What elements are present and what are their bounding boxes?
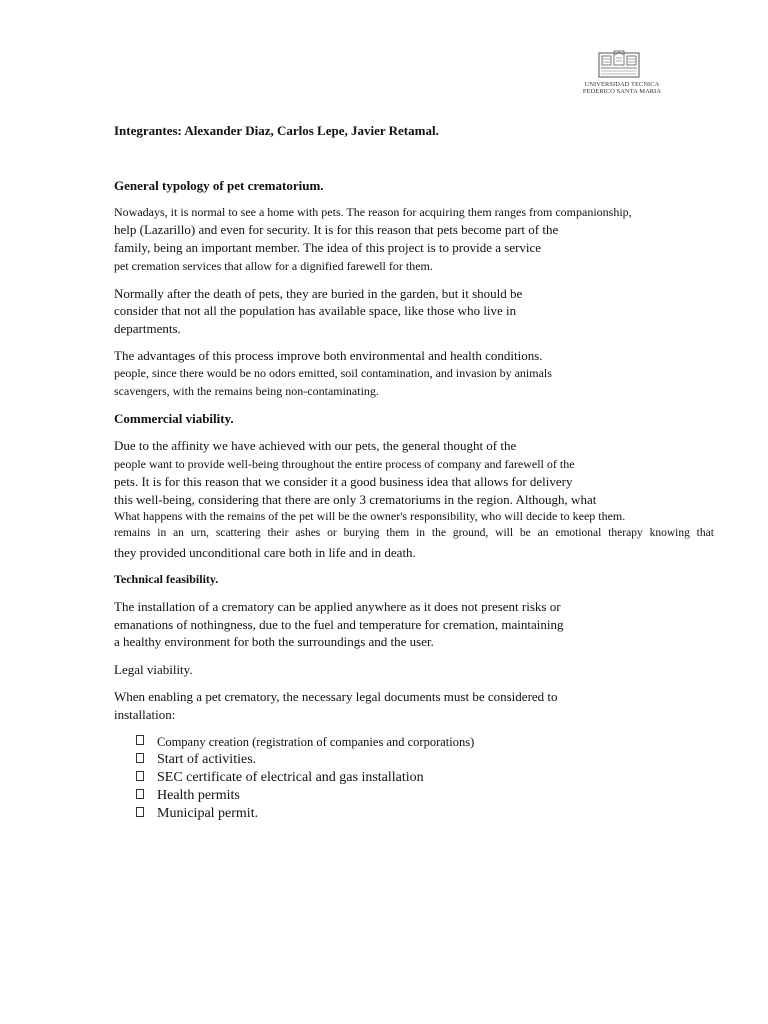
technical-line-3: a healthy environment for both the surroundings and the user. <box>114 634 434 649</box>
bullet-box-icon <box>136 789 144 799</box>
legal-requirements-list <box>136 733 474 823</box>
typology-p1-line-1: Nowadays, it is normal to see a home with pets. The reason for acquiring them ranges from companionship, <box>114 205 632 219</box>
members-line: Integrantes: Alexander Diaz, Carlos Lepe, Javier Retamal. <box>114 123 439 138</box>
typology-p1-line-3: family, being an important member. The idea of this project is to provide a service <box>114 240 542 255</box>
legal-intro-line-2: installation: <box>114 707 176 722</box>
justified-word: urn, <box>190 527 210 539</box>
justified-word: burying <box>343 527 380 539</box>
justified-word: knowing <box>649 527 690 539</box>
commercial-heading: Commercial viability. <box>114 411 234 426</box>
commercial-line-3: pets. It is for this reason that we consider it a good business idea that allows for delivery <box>114 474 573 489</box>
justified-word: ground, <box>452 527 489 539</box>
logo-line-1: UNIVERSIDAD TECNICA <box>584 81 660 88</box>
justified-word: scattering <box>215 527 261 539</box>
list-item-text: Start of activities. <box>157 752 257 767</box>
list-item <box>136 805 474 823</box>
commercial-line-5: What happens with the remains of the pet will be the owner's responsibility, who will decide to keep them. <box>114 509 626 523</box>
justified-word: remains <box>114 527 151 539</box>
list-item <box>136 769 474 787</box>
justified-word: therapy <box>608 527 643 539</box>
list-item-text: Municipal permit. <box>157 806 259 821</box>
bullet-box-icon <box>136 807 144 817</box>
typology-p3-line-1: The advantages of this process improve both environmental and health conditions. <box>114 348 543 363</box>
justified-word: in <box>416 527 426 539</box>
justified-word: an <box>537 527 549 539</box>
list-item-text: Company creation (registration of companies and corporations) <box>157 734 475 749</box>
bullet-box-icon <box>136 753 144 763</box>
justified-word: or <box>327 527 337 539</box>
university-name <box>574 81 670 95</box>
commercial-line-6 <box>114 527 714 539</box>
typology-p3-line-2: people, since there would be no odors emitted, soil contamination, and invasion by animals <box>114 366 552 380</box>
justified-word: emotional <box>555 527 602 539</box>
typology-p2-line-2: consider that not all the population has available space, like those who live in <box>114 303 517 318</box>
list-item <box>136 751 474 769</box>
justified-word: their <box>267 527 289 539</box>
commercial-line-7: they provided unconditional care both in life and in death. <box>114 545 416 560</box>
justified-word: in <box>157 527 167 539</box>
typology-p1-line-2: help (Lazarillo) and even for security. It is for this reason that pets become part of the <box>114 222 559 237</box>
typology-heading: General typology of pet crematorium. <box>114 178 324 193</box>
list-item-text: Health permits <box>157 788 240 803</box>
technical-heading: Technical feasibility. <box>114 572 219 586</box>
typology-p2-line-1: Normally after the death of pets, they are buried in the garden, but it should be <box>114 286 523 301</box>
justified-word: be <box>519 527 531 539</box>
justified-word: ashes <box>295 527 321 539</box>
list-item-text: SEC certificate of electrical and gas installation <box>157 770 424 785</box>
university-crest-icon <box>598 50 640 80</box>
typology-p1-line-4: pet cremation services that allow for a dignified farewell for them. <box>114 259 433 273</box>
bullet-box-icon <box>136 735 144 745</box>
commercial-line-1: Due to the affinity we have achieved with our pets, the general thought of the <box>114 438 517 453</box>
justified-word: the <box>431 527 446 539</box>
logo-line-2: FEDERICO SANTA MARIA <box>582 88 662 95</box>
technical-line-1: The installation of a crematory can be applied anywhere as it does not present risks or <box>114 599 561 614</box>
list-item <box>136 787 474 805</box>
typology-p2-line-3: departments. <box>114 321 181 336</box>
justified-word: that <box>696 527 714 539</box>
justified-word: will <box>495 527 514 539</box>
commercial-line-4: this well-being, considering that there are only 3 crematoriums in the region. Although, what <box>114 492 597 507</box>
typology-p3-line-3: scavengers, with the remains being non-contaminating. <box>114 384 379 398</box>
legal-intro-line-1: When enabling a pet crematory, the necessary legal documents must be considered to <box>114 689 558 704</box>
commercial-line-2: people want to provide well-being throughout the entire process of company and farewell of the <box>114 457 575 471</box>
list-item <box>136 733 474 751</box>
technical-line-2: emanations of nothingness, due to the fuel and temperature for cremation, maintaining <box>114 617 564 632</box>
university-logo <box>570 50 670 96</box>
justified-word: them <box>386 527 410 539</box>
justified-word: an <box>173 527 184 539</box>
bullet-box-icon <box>136 771 144 781</box>
legal-heading: Legal viability. <box>114 662 193 677</box>
